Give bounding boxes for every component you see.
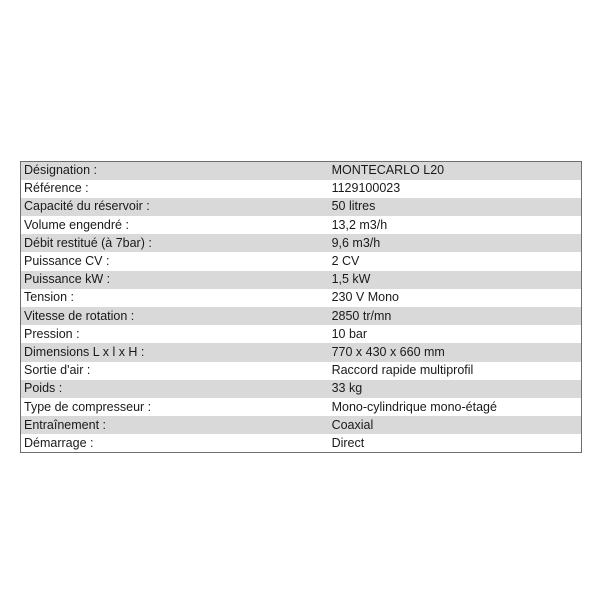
row-value: Direct (329, 434, 582, 452)
row-label: Démarrage : (21, 434, 329, 452)
table-row-designation (21, 162, 582, 180)
row-label: Volume engendré : (21, 216, 329, 234)
table-row-entrainement (21, 416, 582, 434)
row-value: Coaxial (329, 416, 582, 434)
row-label: Vitesse de rotation : (21, 307, 329, 325)
table-row-puissance-cv (21, 252, 582, 270)
row-value: 770 x 430 x 660 mm (329, 343, 582, 361)
row-label: Tension : (21, 289, 329, 307)
row-label: Puissance CV : (21, 252, 329, 270)
row-value: 1129100023 (329, 180, 582, 198)
row-value: 13,2 m3/h (329, 216, 582, 234)
spec-table (20, 161, 582, 453)
row-label: Pression : (21, 325, 329, 343)
row-value: 2850 tr/mn (329, 307, 582, 325)
row-value: 2 CV (329, 252, 582, 270)
row-label: Capacité du réservoir : (21, 198, 329, 216)
row-label: Désignation : (21, 162, 329, 180)
row-value: 1,5 kW (329, 271, 582, 289)
table-row-reference (21, 180, 582, 198)
row-value: Raccord rapide multiprofil (329, 362, 582, 380)
row-label: Poids : (21, 380, 329, 398)
table-row-dimensions (21, 343, 582, 361)
table-row-capacite (21, 198, 582, 216)
table-row-sortie-air (21, 362, 582, 380)
row-label: Référence : (21, 180, 329, 198)
row-value: 50 litres (329, 198, 582, 216)
row-value: Mono-cylindrique mono-étagé (329, 398, 582, 416)
row-label: Entraînement : (21, 416, 329, 434)
row-label: Dimensions L x l x H : (21, 343, 329, 361)
row-value: 33 kg (329, 380, 582, 398)
table-row-demarrage (21, 434, 582, 452)
table-row-type-compresseur (21, 398, 582, 416)
table-row-puissance-kw (21, 271, 582, 289)
table-row-debit (21, 234, 582, 252)
table-row-pression (21, 325, 582, 343)
row-label: Type de compresseur : (21, 398, 329, 416)
row-value: 9,6 m3/h (329, 234, 582, 252)
row-value: MONTECARLO L20 (329, 162, 582, 180)
table-row-volume (21, 216, 582, 234)
table-row-vitesse (21, 307, 582, 325)
row-label: Débit restitué (à 7bar) : (21, 234, 329, 252)
row-label: Puissance kW : (21, 271, 329, 289)
table-row-tension (21, 289, 582, 307)
row-value: 230 V Mono (329, 289, 582, 307)
table-row-poids (21, 380, 582, 398)
row-label: Sortie d'air : (21, 362, 329, 380)
row-value: 10 bar (329, 325, 582, 343)
spec-table-body (21, 162, 582, 453)
